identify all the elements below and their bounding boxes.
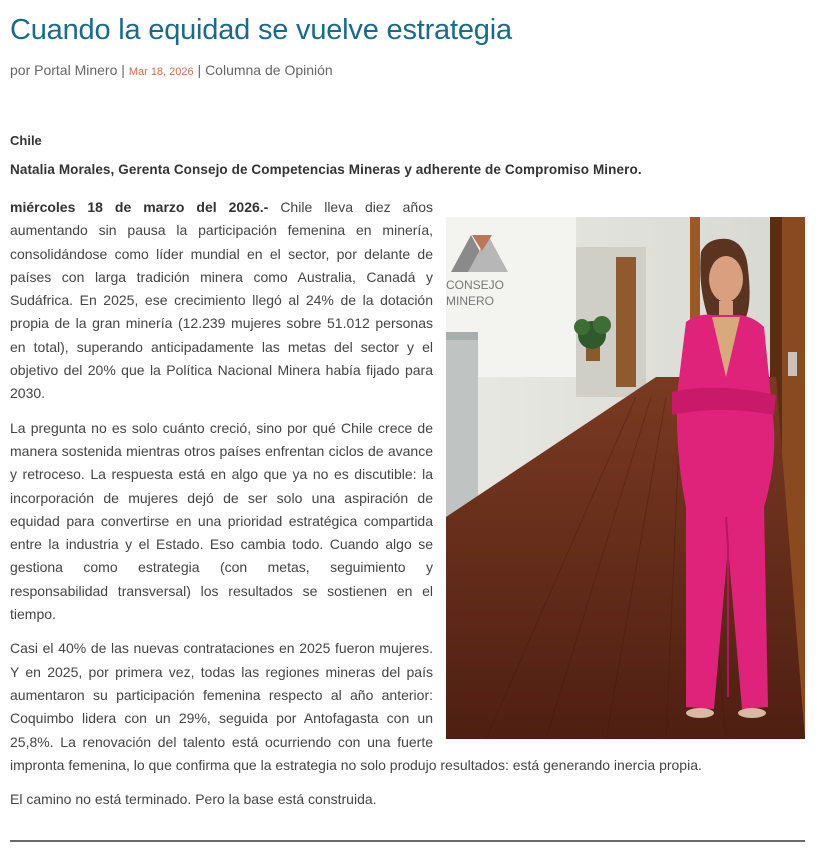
article-title[interactable]: Cuando la equidad se vuelve estrategia xyxy=(10,14,512,46)
article-photo xyxy=(446,217,805,739)
author-line: Natalia Morales, Gerenta Consejo de Competencias Mineras y adherente de Compromiso Minero. xyxy=(10,162,642,177)
sign-text: CONSEJO xyxy=(446,278,505,292)
byline-separator: | xyxy=(121,62,125,78)
region-label: Chile xyxy=(10,133,42,148)
paragraph: miércoles 18 de marzo del 2026.- Chile lleva diez años aumentando sin pausa la participación femenina en minería, consolidándose como líder mundial en el sector, por delante de países con larga tradición minera como Australia, Canadá y Sudáfrica. En 2025, ese crecimiento llegó al 24% de la dotación propia de la gran minería (12.239 mujeres sobre 51.012 personas en total), superando anticipadamente las metas del sector y el objetivo del 20% que la Política Nacional Minera había fijado para 2030. xyxy=(10,199,434,402)
paragraph: Casi el 40% de las nuevas contrataciones en 2025 fueron mujeres. Y en 2025, por primera vez, todas las regiones mineras del país aumentaron su participación femenina respecto al año anterior: Coquimbo lidera con un 29%, seguida por Antofagasta con un 25,8%. La renovación del talento está ocurriendo con una fuerte impronta femenina, lo que confirma que la estrategia no solo produjo resultados: está generando inercia propia. xyxy=(10,640,702,773)
lead-date: miércoles 18 de marzo del 2026.- xyxy=(10,199,269,215)
category-link[interactable]: Columna de Opinión xyxy=(205,62,333,78)
paragraph: El camino no está terminado. Pero la base está construida. xyxy=(10,791,377,808)
bottom-divider xyxy=(10,840,805,842)
paragraph: La pregunta no es solo cuánto creció, sino por qué Chile crece de manera sostenida mientras otros países enfrentan ciclos de avance y retroceso. La respuesta está en algo que ya no es discutible: la incorporación de mujeres dejó de ser solo una aspiración de equidad para convertirse en una prioridad estratégica compartida entre la industria y el Estado. Eso cambia todo. Cuando algo se gestiona como estrategia (con metas, seguimiento y responsabilidad transversal) los resultados se sostienen en el tiempo. xyxy=(10,419,433,623)
publish-date: Mar 18, 2026 xyxy=(128,66,194,78)
article-meta xyxy=(10,62,333,78)
byline-separator: | xyxy=(197,62,202,78)
sign-text: MINERO xyxy=(446,294,494,308)
byline-prefix: por xyxy=(10,62,31,78)
byline-author-link[interactable]: Portal Minero xyxy=(34,62,118,78)
